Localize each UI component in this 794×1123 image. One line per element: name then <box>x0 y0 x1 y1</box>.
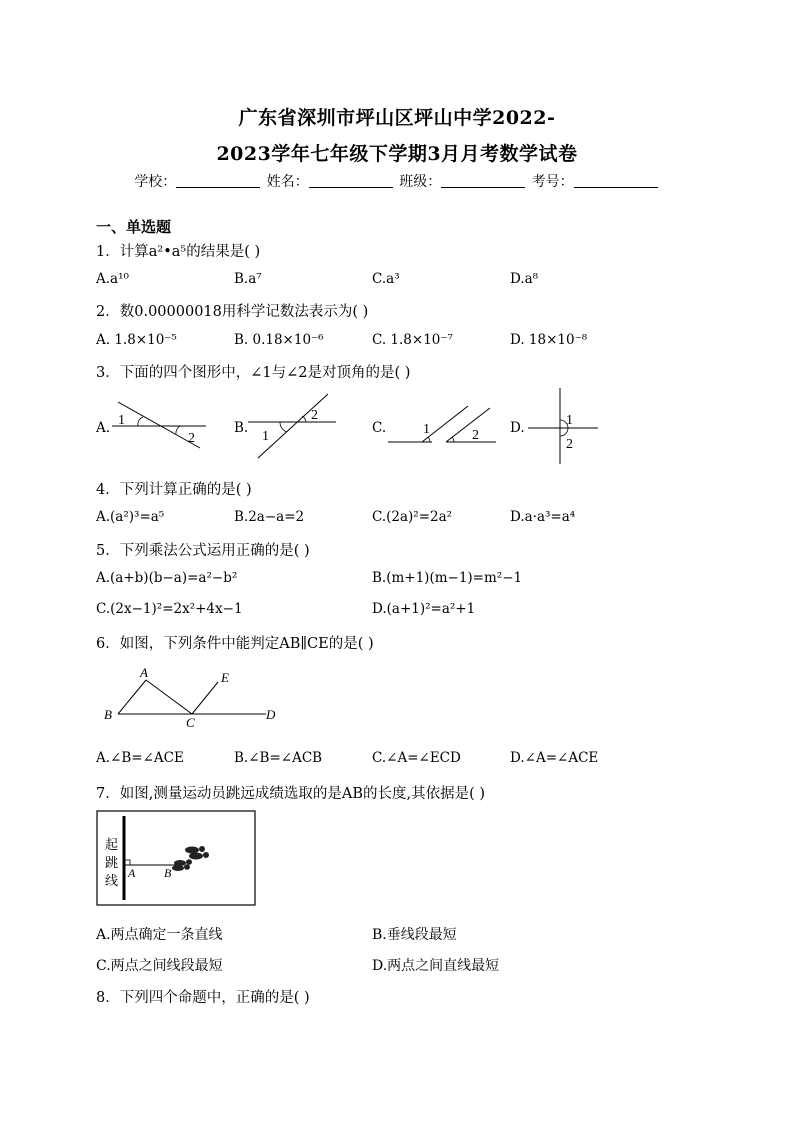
question-text: 数0.00000018用科学记数法表示为( ) <box>119 304 369 320</box>
school-label: 学校： <box>134 174 177 190</box>
q1-option-a: A.a¹⁰ <box>96 271 129 287</box>
class-blank <box>441 175 525 188</box>
question-2-stem <box>96 300 368 321</box>
question-5-stem <box>96 539 310 560</box>
q3-option-d: D. <box>510 420 525 436</box>
question-3-stem <box>96 361 410 382</box>
angle-label-1: 1 <box>566 413 573 428</box>
q5-option-d: D.(a+1)²=a²+1 <box>372 601 476 617</box>
angle-label-2: 2 <box>566 437 573 452</box>
question-text: 计算a²•a⁵的结果是( ) <box>119 244 261 260</box>
question-4-stem <box>96 478 252 499</box>
q4-option-b: B.2a−a=2 <box>234 509 305 525</box>
q7-option-a: A.两点确定一条直线 <box>96 927 223 943</box>
question-number: 7． <box>96 786 120 802</box>
question-7-stem <box>96 782 485 803</box>
q6-option-b: B.∠B=∠ACB <box>234 750 323 766</box>
question-number: 5． <box>96 543 120 559</box>
q3-option-b: B. <box>234 420 249 436</box>
q4-option-a: A.(a²)³=a⁵ <box>96 509 165 525</box>
point-label-a: A <box>128 866 136 880</box>
point-label-b: B <box>164 866 172 880</box>
q2-option-c: C. 1.8×10⁻⁷ <box>372 332 453 348</box>
q7-option-c: C.两点之间线段最短 <box>96 958 223 974</box>
point-label-c: C <box>186 715 195 730</box>
student-info-row <box>0 171 794 191</box>
question-number: 3． <box>96 365 120 381</box>
q7-figure <box>96 810 258 908</box>
q1-option-d: D.a⁸ <box>510 271 539 287</box>
question-number: 8． <box>96 990 120 1006</box>
q2-option-a: A. 1.8×10⁻⁵ <box>96 332 177 348</box>
q6-option-c: C.∠A=∠ECD <box>372 750 461 766</box>
q3-option-c: C. <box>372 420 387 436</box>
q6-figure <box>102 664 286 730</box>
q2-option-b: B. 0.18×10⁻⁶ <box>234 332 324 348</box>
exam-title-line2: 2023学年七年级下学期3月月考数学试卷 <box>216 143 578 165</box>
question-number: 4． <box>96 482 120 498</box>
question-number: 6． <box>96 636 120 652</box>
question-6-stem <box>96 632 374 653</box>
question-text: 下列四个命题中，正确的是( ) <box>119 990 310 1006</box>
q5-option-b: B.(m+1)(m−1)=m²−1 <box>372 570 523 586</box>
q7-option-b: B.垂线段最短 <box>372 927 457 943</box>
point-label-d: D <box>266 707 276 722</box>
section-title: 一、单选题 <box>96 218 172 236</box>
question-number: 1． <box>96 244 120 260</box>
q2-option-d: D. 18×10⁻⁸ <box>510 332 588 348</box>
angle-label-2: 2 <box>472 428 479 443</box>
q6-option-d: D.∠A=∠ACE <box>510 750 599 766</box>
question-number: 2． <box>96 304 120 320</box>
exam-number-label: 考号： <box>531 174 574 190</box>
q3-figure-b <box>246 392 342 462</box>
jump-line-label-char2: 跳 <box>105 855 119 870</box>
question-text: 下面的四个图形中，∠1与∠2是对顶角的是( ) <box>119 365 411 381</box>
exam-number-blank <box>574 175 658 188</box>
school-blank <box>176 175 260 188</box>
question-text: 如图,测量运动员跳远成绩选取的是AB的长度,其依据是( ) <box>119 786 486 802</box>
q3-figure-c <box>386 404 500 446</box>
q4-option-c: C.(2a)²=2a² <box>372 509 453 525</box>
question-text: 下列计算正确的是( ) <box>119 482 252 498</box>
jump-line-label-char3: 线 <box>105 873 119 888</box>
question-8-stem <box>96 986 310 1007</box>
q3-figure-a <box>110 392 210 454</box>
name-blank <box>309 175 393 188</box>
question-1-stem <box>96 240 260 261</box>
q4-option-d: D.a·a³=a⁴ <box>510 509 576 525</box>
point-label-b: B <box>104 707 112 722</box>
q5-option-a: A.(a+b)(b−a)=a²−b² <box>96 570 238 586</box>
class-label: 班级： <box>399 174 442 190</box>
q5-option-c: C.(2x−1)²=2x²+4x−1 <box>96 601 243 617</box>
q1-option-b: B.a⁷ <box>234 271 262 287</box>
angle-label-1: 1 <box>262 429 269 444</box>
point-label-a: A <box>140 665 148 680</box>
q3-figure-d <box>524 386 604 466</box>
q1-option-c: C.a³ <box>372 271 400 287</box>
angle-label-2: 2 <box>311 408 318 423</box>
q7-option-d: D.两点之间直线最短 <box>372 958 500 974</box>
point-label-e: E <box>221 670 229 685</box>
angle-label-1: 1 <box>423 422 430 437</box>
exam-title-line1: 广东省深圳市坪山区坪山中学2022- <box>238 107 556 129</box>
question-text: 下列乘法公式运用正确的是( ) <box>119 543 310 559</box>
q6-option-a: A.∠B=∠ACE <box>96 750 184 766</box>
q3-option-a: A. <box>96 420 111 436</box>
angle-label-2: 2 <box>188 431 195 446</box>
jump-line-label-char1: 起 <box>105 837 119 852</box>
name-label: 姓名： <box>266 174 309 190</box>
angle-label-1: 1 <box>118 413 125 428</box>
question-text: 如图，下列条件中能判定AB∥CE的是( ) <box>119 636 374 652</box>
